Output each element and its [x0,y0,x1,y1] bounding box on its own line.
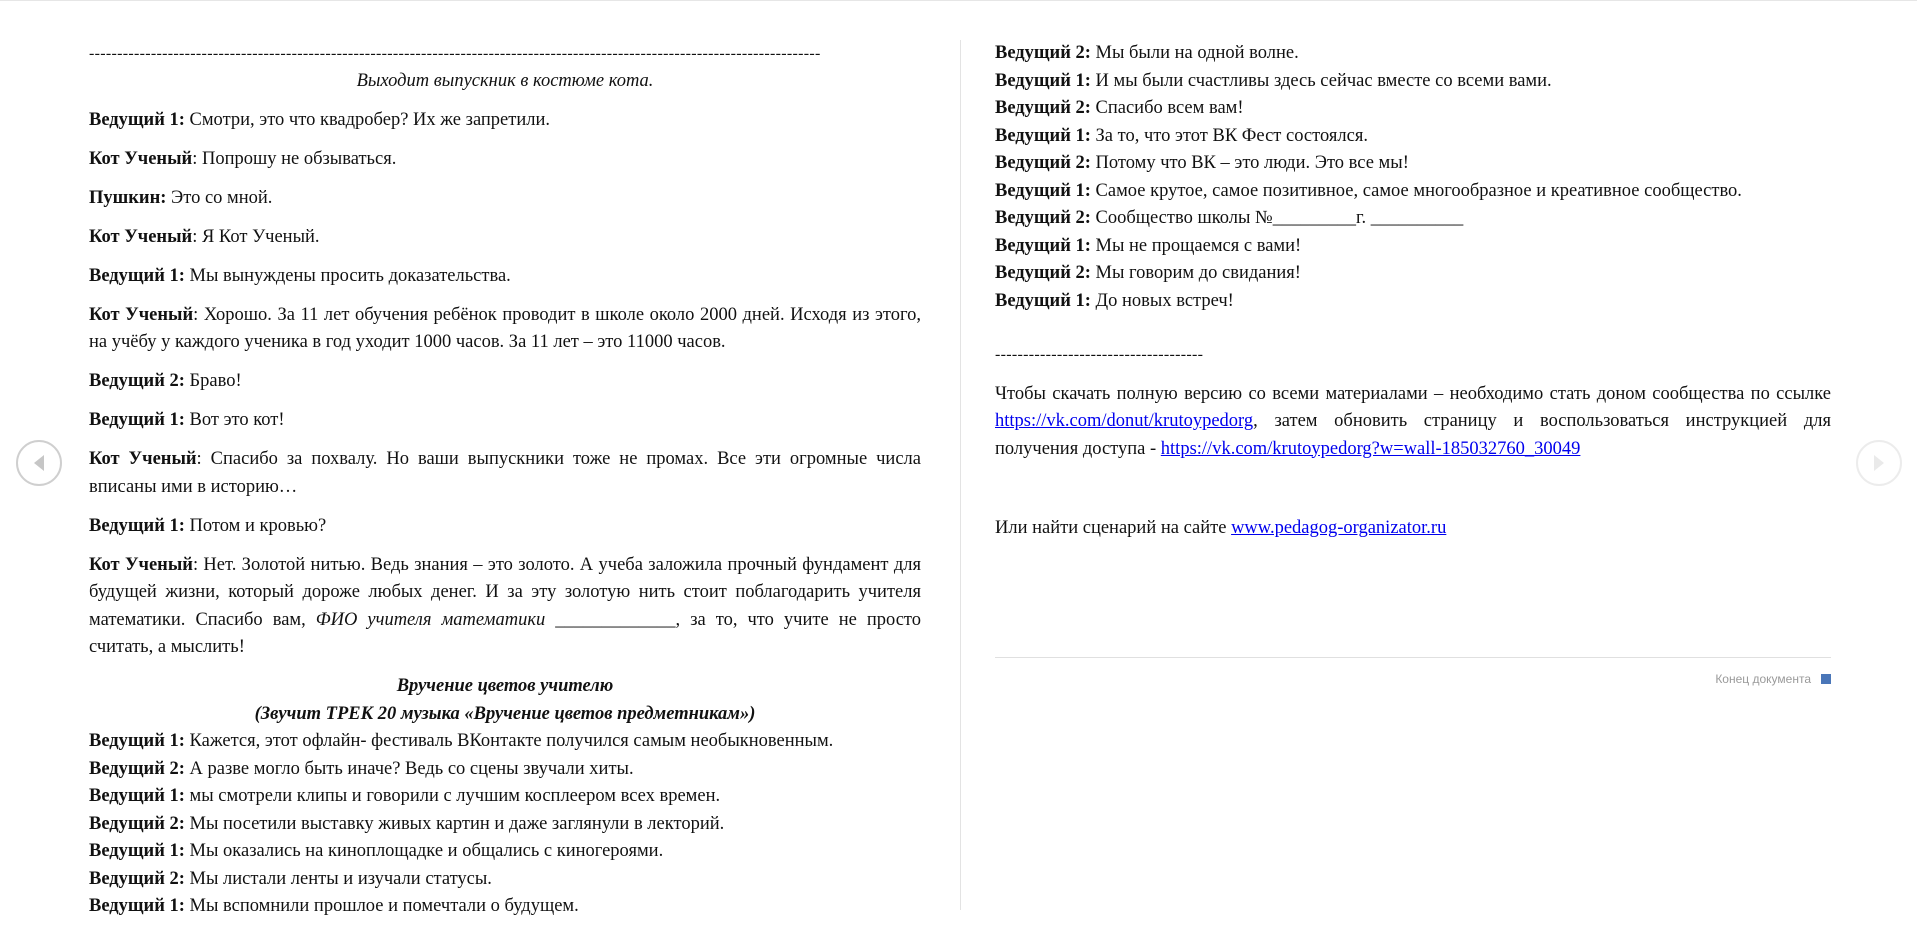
speaker-name: Кот Ученый [89,148,193,169]
speaker-name: Кот Ученый [89,554,193,575]
dialogue-line [995,150,1831,178]
speaker-name: Ведущий 2: [89,813,185,834]
speaker-name: Ведущий 1: [89,896,185,916]
dialogue-line [89,866,921,894]
wall-post-link[interactable]: https://vk.com/krutoypedorg?w=wall-185032760_30049 [1160,438,1581,459]
end-label: Конец документа [1715,672,1811,686]
line-text: Мы вынуждены просить доказательства. [184,265,511,286]
previous-page-button[interactable] [16,440,62,486]
dialogue-line [995,178,1831,206]
site-text: Или найти сценарий на сайте [995,518,1232,538]
document-end-marker [1715,672,1831,686]
speaker-name: Ведущий 1: [89,410,185,430]
line-text: Мы были на одной волне. [1090,43,1299,63]
speaker-name: Ведущий 2: [89,868,185,889]
dialogue-line [89,107,921,135]
dialogue-block-b [89,728,921,921]
dialogue-line [89,552,921,662]
separator-line: ------------------------------------- [995,346,1204,363]
dialogue-line [89,224,921,252]
speaker-name: Ведущий 2: [995,208,1091,228]
dialogue-line [995,68,1831,96]
line-text: : Попрошу не обзываться. [192,148,397,169]
line-text: : Нет. Золотой нитью. Ведь знания – это золото. А учеба заложила прочный фундамент для будущей жизни, который дороже любых денег. И за эту золотую нить стоит поблагодарить учителя математики. Спасибо вам, [89,554,921,630]
download-text: Чтобы скачать полную версию со всеми материалами – необходимо стать доном сообщества по ссылке [995,383,1831,404]
download-paragraph [995,381,1831,464]
speaker-name: Ведущий 1: [89,841,185,861]
dialogue-block-a [89,107,921,541]
stage-direction: Выходит выпускник в костюме кота. [356,70,654,91]
speaker-name: Пушкин: [89,187,167,208]
speaker-name: Ведущий 1: [89,731,185,751]
dialogue-line [89,407,921,435]
download-text: , затем обновить страницу и воспользоваться инструкцией для получения доступа - [995,411,1831,459]
speaker-name: Ведущий 1: [995,125,1091,146]
line-text: мы смотрели клипы и говорили с лучшим косплеером всех времен. [184,786,721,806]
dialogue-line [89,446,921,501]
line-text: Сообщество школы №_________г. __________ [1090,208,1464,228]
separator-line: ---------------------------------------------------------------------------------------------------------------------------------- [89,45,821,62]
next-page-button[interactable] [1856,440,1902,486]
line-text: До новых встреч! [1090,290,1234,311]
speaker-name: Ведущий 2: [995,263,1091,283]
dialogue-line [995,95,1831,123]
speaker-name: Ведущий 2: [995,153,1091,173]
line-text: : Спасибо за похвалу. Но ваши выпускники тоже не промах. Все эти огромные числа вписаны ими в историю… [89,449,921,497]
line-text: Кажется, этот офлайн- фестиваль ВКонтакте получился самым необыкновенным. [184,731,834,751]
dialogue-line [995,233,1831,261]
chevron-left-icon [30,453,48,473]
speaker-name: Ведущий 1: [89,109,185,130]
dialogue-line [89,838,921,866]
speaker-name: Ведущий 1: [89,265,185,286]
dialogue-line [89,263,921,291]
line-text: Потому что ВК – это люди. Это все мы! [1090,153,1409,173]
line-text: Вот это кот! [184,410,285,430]
dialogue-line [995,123,1831,151]
dialogue-line [89,756,921,784]
dialogue-line [995,40,1831,68]
dialogue-line [89,368,921,396]
speaker-name: Ведущий 2: [995,98,1091,118]
line-text: Мы листали ленты и изучали статусы. [184,868,492,889]
dialogue-line [89,893,921,921]
dialogue-line [89,783,921,811]
line-text: А разве могло быть иначе? Ведь со сцены звучали хиты. [184,758,634,779]
dialogue-line [89,302,921,357]
speaker-name: Ведущий 1: [995,70,1091,91]
page-divider [960,40,961,910]
speaker-name: Ведущий 1: [89,786,185,806]
document-end-line [995,657,1831,658]
chevron-right-icon [1870,453,1888,473]
dialogue-line [89,185,921,213]
end-square-icon [1821,674,1831,684]
speaker-name: Ведущий 1: [89,515,185,536]
speaker-name: Кот Ученый [89,449,197,469]
line-text: _____________, за то, что учите не просто считать, а мыслить! [89,609,921,657]
speaker-name: Ведущий 1: [995,235,1091,256]
left-page [89,40,921,921]
line-text: Браво! [184,371,242,391]
line-text: Потом и кровью? [184,515,327,536]
line-italic-text: ФИО учителя математики [315,609,546,630]
line-text: Спасибо всем вам! [1090,98,1244,118]
line-text: Смотри, это что квадробер? Их же запретили. [184,109,551,130]
dialogue-line [89,513,921,541]
dialogue-line [89,728,921,756]
section-subtitle: (Звучит ТРЕК 20 музыка «Вручение цветов предметникам») [254,703,756,724]
dialogue-line [89,146,921,174]
dialogue-line [995,288,1831,316]
speaker-name: Ведущий 2: [995,43,1091,63]
line-text: Мы говорим до свидания! [1090,263,1301,283]
dialogue-line [995,260,1831,288]
line-text: : Я Кот Ученый. [192,226,320,247]
line-text: И мы были счастливы здесь сейчас вместе со всеми вами. [1090,70,1552,91]
line-text: Мы посетили выставку живых картин и даже заглянули в лекторий. [184,813,725,834]
section-title: Вручение цветов учителю [396,676,614,696]
dialogue-line [89,811,921,839]
donut-link[interactable]: https://vk.com/donut/krutoypedorg [995,411,1254,431]
line-text: Мы не прощаемся с вами! [1090,235,1302,256]
speaker-name: Ведущий 1: [995,180,1091,201]
line-text: За то, что этот ВК Фест состоялся. [1090,125,1368,146]
dialogue-line [995,205,1831,233]
site-paragraph [995,515,1831,543]
speaker-name: Кот Ученый [89,304,194,325]
line-text: : Хорошо. За 11 лет обучения ребёнок проводит в школе около 2000 дней. Исходя из этого, на учёбу у каждого ученика в год уходит 1000 часов. За 11 лет – это 11000 часов. [89,304,921,352]
line-text: Мы оказались на киноплощадке и общались с киногероями. [184,841,664,861]
speaker-name: Ведущий 2: [89,758,185,779]
line-text: Самое крутое, самое позитивное, самое многообразное и креативное сообщество. [1090,180,1742,201]
line-text: Это со мной. [166,187,273,208]
site-link[interactable]: www.pedagog-organizator.ru [1231,518,1447,538]
line-text: Мы вспомнили прошлое и помечтали о будущем. [184,896,579,916]
speaker-name: Ведущий 1: [995,290,1091,311]
dialogue-block-final [995,40,1831,315]
speaker-name: Ведущий 2: [89,371,185,391]
right-page [995,40,1831,543]
speaker-name: Кот Ученый [89,226,193,247]
